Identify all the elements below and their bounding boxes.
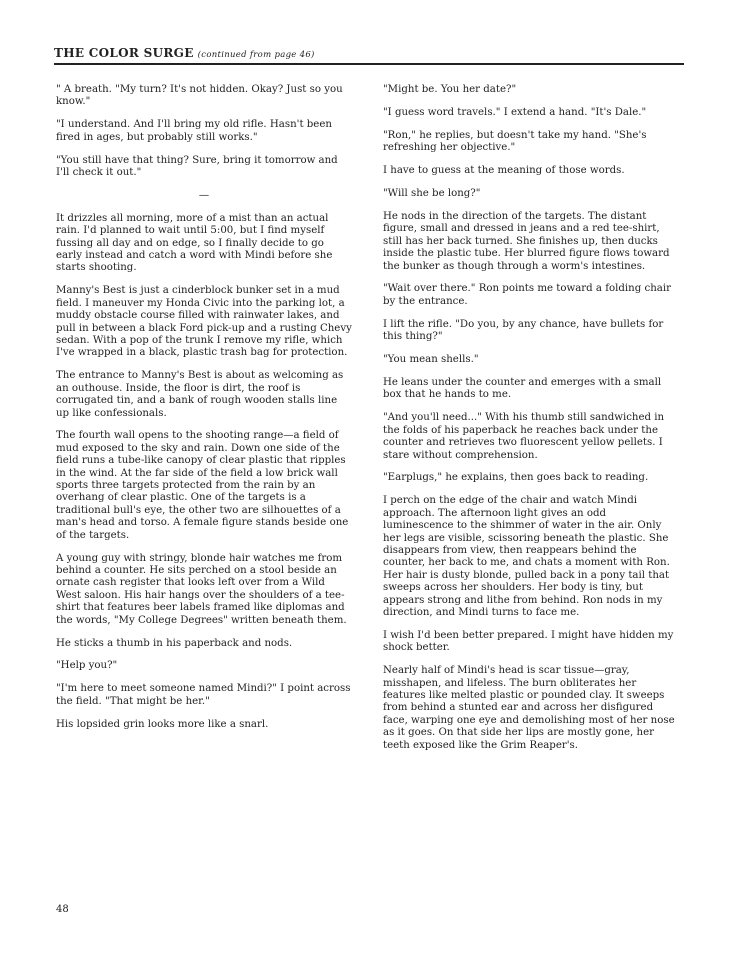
- paragraph: "And you'll need..." With his thumb still sandwiched in the folds of his paperback he reaches back under the counter and retrieves two fluorescent yellow pellets. I stare without comprehension.: [383, 412, 665, 461]
- paragraph: "Earplugs," he explains, then goes back to reading.: [383, 472, 649, 484]
- section-separator: —: [198, 189, 210, 201]
- paragraph: He sticks a thumb in his paperback and nods.: [56, 637, 293, 649]
- paragraph: It drizzles all morning, more of a mist than an actual rain. I'd planned to wait until 5:00, but I find myself fussing all day and on edge, so I finally decide to go early instead and catch a word with Mindi before she starts shooting.: [56, 212, 333, 274]
- paragraph: I have to guess at the meaning of those words.: [383, 165, 625, 177]
- running-header: [54, 46, 684, 65]
- paragraph: I lift the rifle. "Do you, by any chance, have bullets for this thing?": [383, 318, 664, 343]
- magazine-title: THE COLOR SURGE: [54, 46, 194, 60]
- paragraph: "Might be. You her date?": [383, 84, 517, 95]
- continued-note: (continued from page 46): [197, 50, 315, 60]
- paragraph: "Help you?": [56, 660, 118, 672]
- paragraph: Nearly half of Mindi's head is scar tissue—gray, misshapen, and lifeless. The burn obliterates her features like melted plastic or pounded clay. It sweeps from behind a stunted ear and across her disfigured face, warping one eye and demolishing most of her nose as it goes. On that side her lips are mostly gone, her teeth exposed like the Grim Reaper's.: [383, 665, 675, 751]
- left-column: [56, 84, 352, 742]
- paragraph: The fourth wall opens to the shooting range—a field of mud exposed to the sky and rain. Down one side of the field runs a tube-like canopy of clear plastic that ripples in the wind. At the far side of the field a low brick wall sports three targets protected from the rain by an overhang of clear plastic. One of the targets is a traditional bull's eye, the other two are silhouettes of a man's head and torso. A female figure stands beside one of the targets.: [56, 430, 349, 541]
- paragraph: "You still have that thing? Sure, bring it tomorrow and I'll check it out.": [56, 154, 338, 179]
- paragraph: I perch on the edge of the chair and watch Mindi approach. The afternoon light gives an odd luminescence to the shimmer of water in the air. Only her legs are visible, scissoring beneath the plastic. She disappears from view, then reappears behind the counter, her back to me, and chats a moment with Ron. Her hair is dusty blonde, pulled back in a pony tail that sweeps across her shoulders. Her body is tiny, but appears strong and lithe from behind. Ron nods in my direction, and Mindi turns to face me.: [383, 495, 670, 618]
- paragraph: He leans under the counter and emerges with a small box that he hands to me.: [383, 377, 662, 401]
- paragraph: "Wait over there." Ron points me toward a folding chair by the entrance.: [383, 283, 671, 307]
- paragraph: " A breath. "My turn? It's not hidden. Okay? Just so you know.": [56, 84, 343, 108]
- paragraph: I wish I'd been better prepared. I might have hidden my shock better.: [383, 629, 674, 654]
- paragraph: "I understand. And I'll bring my old rifle. Hasn't been fired in ages, but probably still works.": [56, 119, 332, 143]
- paragraph: A young guy with stringy, blonde hair watches me from behind a counter. He sits perched on a stool beside an ornate cash register that looks left over from a Wild West saloon. His hair hangs over the shoulders of a tee-shirt that features beer labels framed like diplomas and the words, "My College Degrees" written beneath them.: [56, 552, 347, 626]
- paragraph: The entrance to Manny's Best is about as welcoming as an outhouse. Inside, the floor is dirt, the roof is corrugated tin, and a bank of rough wooden stalls line up like confessionals.: [56, 370, 344, 419]
- paragraph: He nods in the direction of the targets. The distant figure, small and dressed in jeans and a red tee-shirt, still has her back turned. She finishes up, then ducks inside the plastic tube. Her blurred figure flows toward the bunker as though through a worm's intestines.: [383, 210, 670, 272]
- paragraph: His lopsided grin looks more like a snarl.: [56, 718, 269, 730]
- paragraph: Manny's Best is just a cinderblock bunker set in a mud field. I maneuver my Honda Civic into the parking lot, a muddy obstacle course filled with rainwater lakes, and pull in between a black Ford pick-up and a rusting Chevy sedan. With a pop of the trunk I remove my rifle, which I've wrapped in a black, plastic trash bag for protection.: [56, 285, 352, 359]
- paragraph: "I'm here to meet someone named Mindi?" I point across the field. "That might be her.": [56, 683, 351, 707]
- paragraph: "Will she be long?": [383, 188, 481, 200]
- paragraph: "I guess word travels." I extend a hand. "It's Dale.": [383, 106, 647, 118]
- right-column: [383, 84, 679, 763]
- paragraph: "You mean shells.": [383, 354, 479, 366]
- page-number: 48: [56, 904, 69, 915]
- paragraph: "Ron," he replies, but doesn't take my hand. "She's refreshing her objective.": [383, 129, 647, 154]
